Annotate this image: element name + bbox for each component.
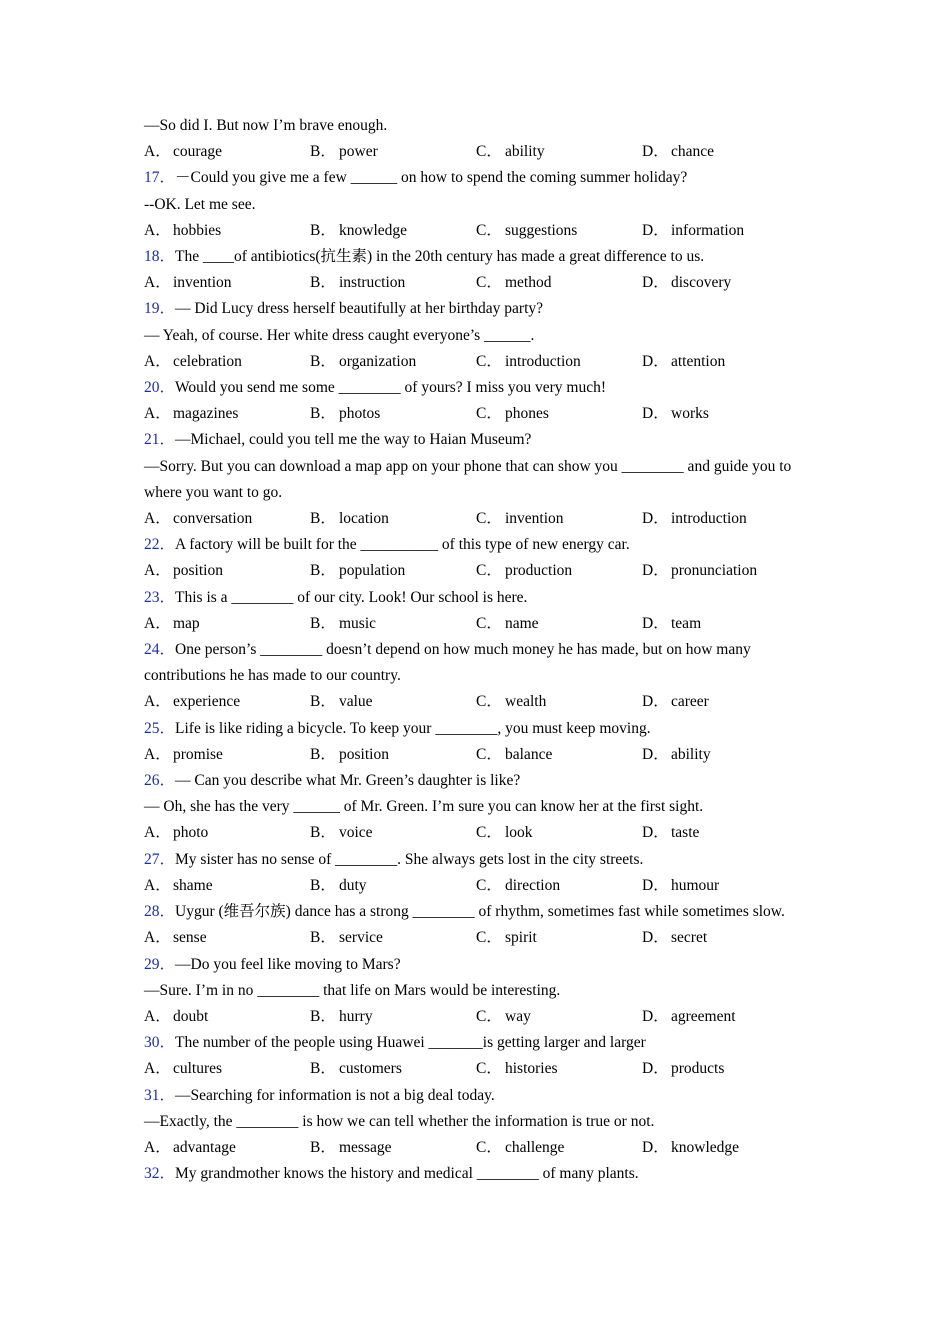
question-text: — Yeah, of course. Her white dress caught everyone’s ______. xyxy=(144,326,535,344)
option-b xyxy=(310,1135,476,1161)
option-d xyxy=(642,506,812,532)
question-block xyxy=(144,716,814,768)
option-letter: D． xyxy=(642,221,669,239)
question-block xyxy=(144,768,814,847)
option-text: map xyxy=(173,614,200,632)
option-letter: B． xyxy=(310,1138,336,1156)
question-number: 27． xyxy=(144,850,176,868)
option-letter: B． xyxy=(310,274,336,292)
option-text: works xyxy=(671,405,709,423)
option-letter: D． xyxy=(642,1060,669,1078)
option-letter: D． xyxy=(642,274,669,292)
option-text: magazines xyxy=(173,405,239,423)
question-text: —Exactly, the ________ is how we can tell whether the information is true or not. xyxy=(144,1112,655,1130)
option-c xyxy=(476,1004,642,1030)
option-d xyxy=(642,1004,812,1030)
option-text: organization xyxy=(339,352,417,370)
option-letter: A． xyxy=(144,693,171,711)
question-stem xyxy=(144,899,814,925)
option-text: method xyxy=(505,274,552,292)
option-b xyxy=(310,925,476,951)
option-text: agreement xyxy=(671,1007,736,1025)
question-stem xyxy=(144,585,814,611)
option-letter: C． xyxy=(476,352,502,370)
option-letter: C． xyxy=(476,1007,502,1025)
question-block xyxy=(144,296,814,375)
option-b xyxy=(310,349,476,375)
question-stem xyxy=(144,532,814,558)
option-text: position xyxy=(339,745,389,763)
option-d xyxy=(642,742,812,768)
question-stem xyxy=(144,952,814,978)
option-a xyxy=(144,925,310,951)
option-text: balance xyxy=(505,745,553,763)
question-block xyxy=(144,1083,814,1162)
option-b xyxy=(310,1004,476,1030)
dialogue-line xyxy=(144,794,814,820)
option-text: phones xyxy=(505,405,549,423)
question-stem xyxy=(144,427,814,453)
option-text: value xyxy=(339,693,373,711)
option-text: suggestions xyxy=(505,221,578,239)
option-row xyxy=(144,506,814,532)
option-d xyxy=(642,139,812,165)
option-letter: C． xyxy=(476,143,502,161)
question-stem xyxy=(144,716,814,742)
option-b xyxy=(310,611,476,637)
question-stem xyxy=(144,244,814,270)
option-letter: D． xyxy=(642,824,669,842)
question-block xyxy=(144,427,814,532)
option-text: direction xyxy=(505,876,561,894)
option-b xyxy=(310,506,476,532)
option-letter: C． xyxy=(476,824,502,842)
option-text: photo xyxy=(173,824,209,842)
option-letter: D． xyxy=(642,614,669,632)
option-row xyxy=(144,1135,814,1161)
option-letter: A． xyxy=(144,274,171,292)
question-text: — Can you describe what Mr. Green’s daughter is like? xyxy=(175,772,521,790)
option-text: duty xyxy=(339,876,367,894)
question-text: A factory will be built for the __________ of this type of new energy car. xyxy=(175,536,630,554)
option-row xyxy=(144,1056,814,1082)
option-text: ability xyxy=(505,143,545,161)
question-text: Life is like riding a bicycle. To keep your ________, you must keep moving. xyxy=(175,719,651,737)
option-letter: C． xyxy=(476,221,502,239)
option-d xyxy=(642,558,812,584)
option-letter: A． xyxy=(144,562,171,580)
option-c xyxy=(476,873,642,899)
option-text: introduction xyxy=(671,510,747,528)
question-stem xyxy=(144,1030,814,1056)
option-row xyxy=(144,925,814,951)
option-letter: C． xyxy=(476,405,502,423)
option-letter: A． xyxy=(144,143,171,161)
option-d xyxy=(642,1135,812,1161)
question-block xyxy=(144,1161,814,1187)
option-row xyxy=(144,611,814,637)
option-a xyxy=(144,218,310,244)
question-list xyxy=(144,165,814,1187)
question-number: 32． xyxy=(144,1165,176,1183)
dialogue-line xyxy=(144,323,814,349)
option-b xyxy=(310,139,476,165)
option-b xyxy=(310,218,476,244)
option-b xyxy=(310,270,476,296)
option-d xyxy=(642,1056,812,1082)
option-text: music xyxy=(339,614,377,632)
option-letter: B． xyxy=(310,745,336,763)
option-letter: C． xyxy=(476,693,502,711)
option-letter: C． xyxy=(476,1060,502,1078)
question-text: The number of the people using Huawei _______is getting larger and larger xyxy=(175,1034,646,1052)
option-text: humour xyxy=(671,876,720,894)
option-letter: D． xyxy=(642,693,669,711)
question-text: —Searching for information is not a big deal today. xyxy=(175,1086,495,1104)
option-letter: A． xyxy=(144,929,171,947)
option-c xyxy=(476,401,642,427)
question-stem xyxy=(144,847,814,873)
option-letter: C． xyxy=(476,876,502,894)
option-text: chance xyxy=(671,143,715,161)
question-number: 29． xyxy=(144,955,176,973)
option-a xyxy=(144,820,310,846)
question-block xyxy=(144,952,814,1031)
option-text: doubt xyxy=(173,1007,209,1025)
option-letter: B． xyxy=(310,824,336,842)
option-row xyxy=(144,270,814,296)
option-letter: C． xyxy=(476,745,502,763)
question-stem xyxy=(144,768,814,794)
option-letter: B． xyxy=(310,614,336,632)
question-block xyxy=(144,375,814,427)
option-text: information xyxy=(671,221,745,239)
option-letter: D． xyxy=(642,1007,669,1025)
option-c xyxy=(476,218,642,244)
option-text: sense xyxy=(173,929,207,947)
option-b xyxy=(310,820,476,846)
option-letter: A． xyxy=(144,1060,171,1078)
question-block xyxy=(144,244,814,296)
option-d xyxy=(642,689,812,715)
option-letter: B． xyxy=(310,929,336,947)
option-text: knowledge xyxy=(339,221,408,239)
question-text: Would you send me some ________ of yours? I miss you very much! xyxy=(175,379,606,397)
option-text: location xyxy=(339,510,389,528)
option-letter: A． xyxy=(144,352,171,370)
question-number: 24． xyxy=(144,641,176,659)
question-text: — Oh, she has the very ______ of Mr. Green. I’m sure you can know her at the first sight. xyxy=(144,798,704,816)
option-a xyxy=(144,1004,310,1030)
option-c xyxy=(476,925,642,951)
option-row xyxy=(144,558,814,584)
option-letter: B． xyxy=(310,1060,336,1078)
question-number: 22． xyxy=(144,536,176,554)
option-letter: B． xyxy=(310,352,336,370)
question-number: 20． xyxy=(144,379,176,397)
option-text: production xyxy=(505,562,573,580)
option-row xyxy=(144,401,814,427)
option-c xyxy=(476,611,642,637)
option-b xyxy=(310,689,476,715)
option-text: experience xyxy=(173,693,241,711)
option-text: discovery xyxy=(671,274,732,292)
option-letter: C． xyxy=(476,614,502,632)
question-number: 17． xyxy=(144,169,176,187)
option-a xyxy=(144,742,310,768)
option-text: challenge xyxy=(505,1138,565,1156)
option-text: ability xyxy=(671,745,711,763)
option-letter: B． xyxy=(310,221,336,239)
option-letter: A． xyxy=(144,1138,171,1156)
worksheet-page xyxy=(144,113,814,1187)
option-letter: C． xyxy=(476,1138,502,1156)
option-letter: B． xyxy=(310,1007,336,1025)
option-letter: A． xyxy=(144,745,171,763)
option-letter: D． xyxy=(642,929,669,947)
dialogue-line xyxy=(144,192,814,218)
question-text: My grandmother knows the history and medical ________ of many plants. xyxy=(175,1165,639,1183)
option-row xyxy=(144,820,814,846)
option-a xyxy=(144,139,310,165)
option-row xyxy=(144,349,814,375)
option-text: secret xyxy=(671,929,708,947)
option-b xyxy=(310,873,476,899)
option-letter: A． xyxy=(144,510,171,528)
option-d xyxy=(642,401,812,427)
option-text: cultures xyxy=(173,1060,223,1078)
option-letter: A． xyxy=(144,1007,171,1025)
question-text: The ____of antibiotics(抗生素) in the 20th century has made a great difference to us. xyxy=(175,248,705,266)
option-d xyxy=(642,349,812,375)
option-letter: C． xyxy=(476,510,502,528)
option-text: taste xyxy=(671,824,700,842)
question-number: 21． xyxy=(144,431,176,449)
option-b xyxy=(310,401,476,427)
question-stem xyxy=(144,637,814,689)
option-letter: B． xyxy=(310,693,336,711)
option-a xyxy=(144,558,310,584)
option-row xyxy=(144,139,814,165)
option-letter: B． xyxy=(310,562,336,580)
option-text: products xyxy=(671,1060,725,1078)
option-c xyxy=(476,506,642,532)
question-text: This is a ________ of our city. Look! Our school is here. xyxy=(175,588,528,606)
option-text: histories xyxy=(505,1060,558,1078)
option-c xyxy=(476,270,642,296)
option-letter: D． xyxy=(642,745,669,763)
question-stem xyxy=(144,296,814,322)
question-block xyxy=(144,532,814,584)
option-letter: D． xyxy=(642,562,669,580)
question-text: One person’s ________ doesn’t depend on how much money he has made, but on how many contributions he has made to our country. xyxy=(144,641,751,685)
option-b xyxy=(310,1056,476,1082)
question-number: 31． xyxy=(144,1086,176,1104)
question-block xyxy=(144,165,814,244)
option-a xyxy=(144,689,310,715)
option-text: instruction xyxy=(339,274,406,292)
question-text: —Do you feel like moving to Mars? xyxy=(175,955,401,973)
option-letter: D． xyxy=(642,510,669,528)
option-text: spirit xyxy=(505,929,537,947)
option-row xyxy=(144,873,814,899)
option-text: knowledge xyxy=(671,1138,740,1156)
question-number: 19． xyxy=(144,300,176,318)
question-stem xyxy=(144,375,814,401)
option-a xyxy=(144,1135,310,1161)
question-stem xyxy=(144,1083,814,1109)
option-c xyxy=(476,1056,642,1082)
question-text: —Sorry. But you can download a map app on your phone that can show you ________ and guide you to where you want to go. xyxy=(144,457,792,501)
option-text: population xyxy=(339,562,406,580)
question-number: 25． xyxy=(144,719,176,737)
option-letter: A． xyxy=(144,405,171,423)
option-letter: D． xyxy=(642,405,669,423)
question-stem xyxy=(144,1161,814,1187)
option-letter: C． xyxy=(476,562,502,580)
option-letter: B． xyxy=(310,143,336,161)
option-a xyxy=(144,506,310,532)
option-text: pronunciation xyxy=(671,562,758,580)
option-a xyxy=(144,1056,310,1082)
option-text: courage xyxy=(173,143,223,161)
option-text: advantage xyxy=(173,1138,236,1156)
option-text: conversation xyxy=(173,510,253,528)
option-letter: D． xyxy=(642,876,669,894)
option-row xyxy=(144,742,814,768)
question-block xyxy=(144,899,814,951)
option-text: service xyxy=(339,929,383,947)
question-text: Uygur (维吾尔族) dance has a strong ________ of rhythm, sometimes fast while sometimes slow. xyxy=(175,903,785,921)
question-number: 26． xyxy=(144,772,176,790)
option-text: attention xyxy=(671,352,726,370)
option-text: career xyxy=(671,693,709,711)
option-text: invention xyxy=(173,274,232,292)
question-block xyxy=(144,1030,814,1082)
option-text: shame xyxy=(173,876,213,894)
option-d xyxy=(642,820,812,846)
option-letter: B． xyxy=(310,510,336,528)
question-text: My sister has no sense of ________. She always gets lost in the city streets. xyxy=(175,850,644,868)
question-number: 28． xyxy=(144,903,176,921)
option-row xyxy=(144,1004,814,1030)
option-text: promise xyxy=(173,745,223,763)
question-number: 18． xyxy=(144,248,176,266)
option-c xyxy=(476,349,642,375)
option-c xyxy=(476,689,642,715)
option-letter: A． xyxy=(144,876,171,894)
option-letter: C． xyxy=(476,274,502,292)
option-text: invention xyxy=(505,510,564,528)
option-c xyxy=(476,820,642,846)
question-block xyxy=(144,585,814,637)
option-letter: B． xyxy=(310,876,336,894)
option-letter: A． xyxy=(144,221,171,239)
intro-line: —So did I. But now I’m brave enough. xyxy=(144,117,388,134)
option-text: power xyxy=(339,143,378,161)
option-text: way xyxy=(505,1007,531,1025)
option-a xyxy=(144,270,310,296)
question-text: --OK. Let me see. xyxy=(144,195,256,213)
option-a xyxy=(144,873,310,899)
option-b xyxy=(310,742,476,768)
option-text: voice xyxy=(339,824,373,842)
option-c xyxy=(476,742,642,768)
question-text: —Sure. I’m in no ________ that life on Mars would be interesting. xyxy=(144,981,561,999)
option-a xyxy=(144,349,310,375)
option-letter: D． xyxy=(642,143,669,161)
option-row xyxy=(144,218,814,244)
option-text: message xyxy=(339,1138,392,1156)
option-letter: A． xyxy=(144,824,171,842)
dialogue-line xyxy=(144,454,814,506)
option-row xyxy=(144,689,814,715)
option-d xyxy=(642,270,812,296)
option-letter: C． xyxy=(476,929,502,947)
option-letter: D． xyxy=(642,1138,669,1156)
option-letter: A． xyxy=(144,614,171,632)
option-d xyxy=(642,925,812,951)
option-b xyxy=(310,558,476,584)
question-number: 30． xyxy=(144,1034,176,1052)
option-text: look xyxy=(505,824,533,842)
option-text: hurry xyxy=(339,1007,373,1025)
option-text: photos xyxy=(339,405,381,423)
option-text: name xyxy=(505,614,539,632)
option-d xyxy=(642,611,812,637)
option-letter: B． xyxy=(310,405,336,423)
option-a xyxy=(144,611,310,637)
option-a xyxy=(144,401,310,427)
question-text: —Michael, could you tell me the way to Haian Museum? xyxy=(175,431,532,449)
option-text: celebration xyxy=(173,352,242,370)
question-text: －Could you give me a few ______ on how to spend the coming summer holiday? xyxy=(175,169,688,187)
option-text: wealth xyxy=(505,693,547,711)
question-stem xyxy=(144,165,814,191)
option-text: hobbies xyxy=(173,221,222,239)
dialogue-line xyxy=(144,978,814,1004)
option-d xyxy=(642,218,812,244)
option-text: customers xyxy=(339,1060,402,1078)
option-c xyxy=(476,1135,642,1161)
option-text: team xyxy=(671,614,702,632)
option-text: position xyxy=(173,562,223,580)
question-block xyxy=(144,847,814,899)
option-c xyxy=(476,139,642,165)
option-c xyxy=(476,558,642,584)
dialogue-line xyxy=(144,1109,814,1135)
question-text: — Did Lucy dress herself beautifully at her birthday party? xyxy=(175,300,544,318)
question-number: 23． xyxy=(144,588,176,606)
option-letter: D． xyxy=(642,352,669,370)
question-block xyxy=(144,637,814,716)
option-d xyxy=(642,873,812,899)
option-text: introduction xyxy=(505,352,581,370)
